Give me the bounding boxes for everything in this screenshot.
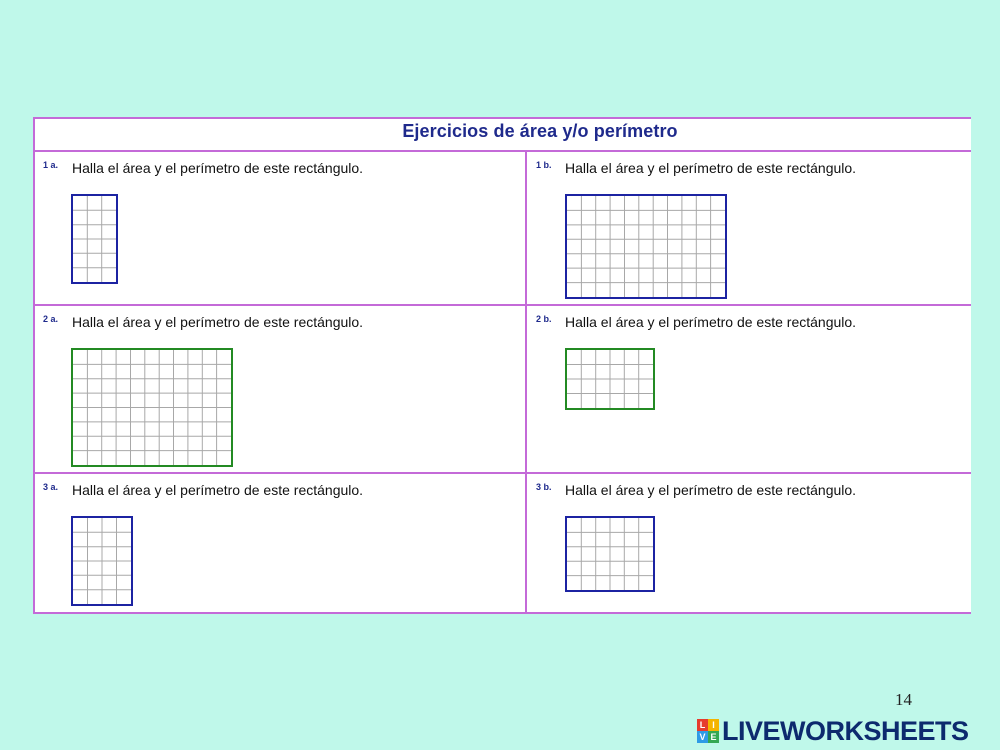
- grid-lines: [567, 350, 653, 408]
- exercise-instruction: Halla el área y el perímetro de este rectángulo.: [565, 314, 857, 330]
- exercise-cell-3a: [35, 474, 527, 614]
- exercise-number: 1 a.: [43, 160, 59, 170]
- exercise-row-1: [35, 152, 971, 306]
- worksheet-title-row: [35, 119, 971, 152]
- exercise-number: 3 b.: [536, 482, 552, 492]
- grid-rectangle: [71, 348, 233, 467]
- exercise-instruction: Halla el área y el perímetro de este rectángulo.: [72, 482, 364, 498]
- liveworksheets-logo: [697, 716, 969, 746]
- grid-lines: [567, 196, 725, 297]
- logo-badge-letter: V: [697, 731, 708, 743]
- exercise-cell-1a: [35, 152, 527, 304]
- exercise-number: 2 b.: [536, 314, 552, 324]
- worksheet-title: Ejercicios de área y/o perímetro: [402, 121, 678, 141]
- logo-badge-letter: I: [708, 719, 719, 731]
- logo-wordmark: LIVEWORKSHEETS: [722, 715, 969, 746]
- exercise-number: 1 b.: [536, 160, 552, 170]
- exercise-cell-2a: [35, 306, 527, 472]
- grid-rectangle: [71, 194, 118, 284]
- logo-badge-letter: L: [697, 719, 708, 731]
- exercise-row-2: [35, 306, 971, 474]
- grid-rectangle: [565, 348, 655, 410]
- exercise-instruction: Halla el área y el perímetro de este rectángulo.: [72, 314, 364, 330]
- grid-lines: [73, 196, 116, 282]
- exercise-cell-3b: [527, 474, 971, 614]
- grid-lines: [567, 518, 653, 590]
- logo-badge-letter: E: [708, 731, 719, 743]
- grid-rectangle: [71, 516, 133, 606]
- grid-rectangle: [565, 194, 727, 299]
- exercise-number: 2 a.: [43, 314, 59, 324]
- worksheet-table: [33, 117, 971, 614]
- grid-rectangle: [565, 516, 655, 592]
- exercise-instruction: Halla el área y el perímetro de este rectángulo.: [565, 482, 857, 498]
- grid-lines: [73, 518, 131, 604]
- exercise-number: 3 a.: [43, 482, 59, 492]
- exercise-instruction: Halla el área y el perímetro de este rectángulo.: [565, 160, 857, 176]
- logo-badge-icon: [697, 719, 719, 743]
- exercise-cell-1b: [527, 152, 971, 304]
- exercise-instruction: Halla el área y el perímetro de este rectángulo.: [72, 160, 364, 176]
- exercise-cell-2b: [527, 306, 971, 472]
- page-number: 14: [895, 690, 912, 709]
- grid-lines: [73, 350, 231, 465]
- exercise-row-3: [35, 474, 971, 614]
